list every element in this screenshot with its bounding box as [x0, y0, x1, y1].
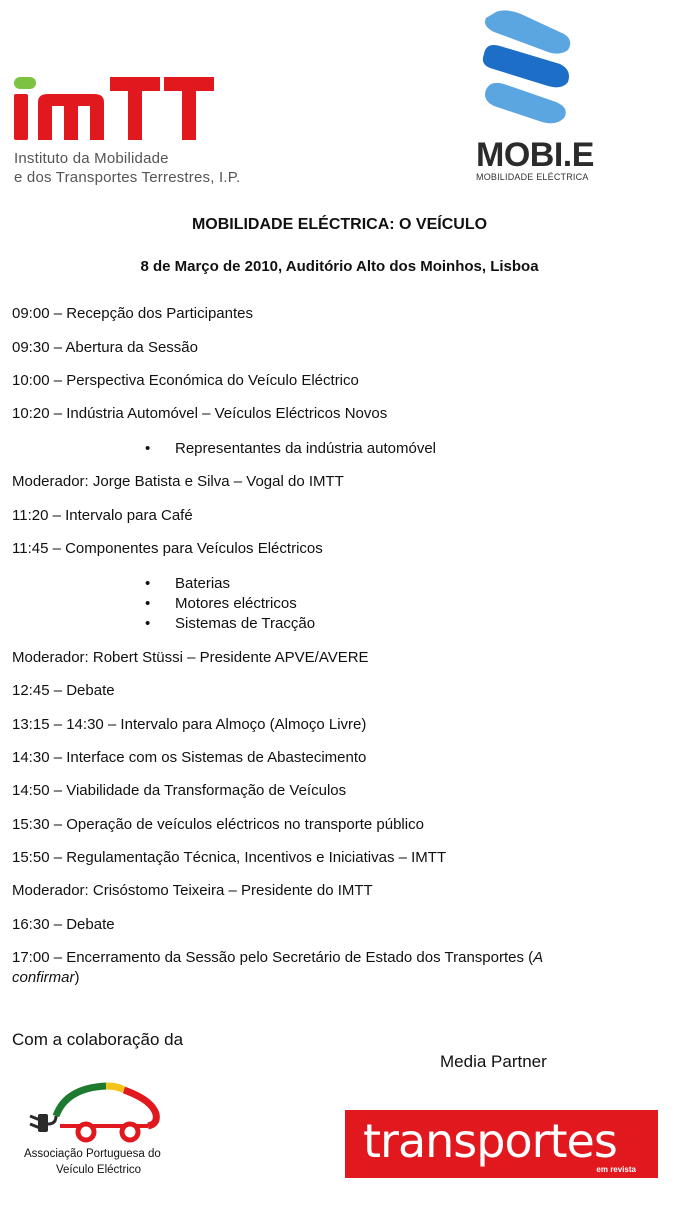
mobie-wordmark: MOBI.E — [476, 136, 594, 174]
transportes-wordmark: transportes — [363, 1114, 617, 1168]
bullet-icon: • — [145, 575, 151, 592]
programme-item: 10:20 – Indústria Automóvel – Veículos Eléctricos Novos — [12, 405, 388, 422]
programme-item: 15:30 – Operação de veículos eléctricos no transporte público — [12, 816, 424, 833]
transportes-subtitle: em revista — [596, 1165, 636, 1174]
programme-item: 09:00 – Recepção dos Participantes — [12, 305, 253, 322]
closing-text: 17:00 – Encerramento da Sessão pelo Secretário de Estado dos Transportes ( — [12, 949, 534, 966]
apve-name-line-1: Associação Portuguesa do — [24, 1148, 161, 1160]
bullet-icon: • — [145, 440, 151, 457]
imtt-logo — [12, 74, 282, 189]
event-title: MOBILIDADE ELÉCTRICA: O VEÍCULO — [191, 216, 488, 233]
bullet-text: Baterias — [175, 575, 231, 592]
programme-item-closing — [12, 949, 543, 966]
programme-item: 16:30 – Debate — [12, 916, 115, 933]
moderator-line: Moderador: Robert Stüssi – Presidente APVE/AVERE — [12, 649, 369, 666]
imtt-subtitle-line-1: Instituto da Mobilidade — [14, 150, 169, 167]
bullet-text: Sistemas de Tracção — [175, 615, 316, 632]
programme-bullet — [145, 575, 230, 592]
apve-logo — [20, 1080, 190, 1180]
media-partner-label: Media Partner — [440, 1052, 547, 1071]
bullet-text: Motores eléctricos — [175, 595, 297, 612]
programme-item: 09:30 – Abertura da Sessão — [12, 339, 198, 356]
programme-item-closing-cont — [12, 969, 80, 986]
programme-item: 10:00 – Perspectiva Económica do Veículo Eléctrico — [12, 372, 359, 389]
apve-emblem-graphic — [26, 1080, 176, 1146]
programme-item: 14:30 – Interface com os Sistemas de Abastecimento — [12, 749, 367, 766]
programme-bullet — [145, 595, 297, 612]
bullet-text: Representantes da indústria automóvel — [175, 440, 436, 457]
mobie-logo — [470, 8, 610, 188]
closing-text-italic: A — [533, 949, 544, 966]
closing-text-italic: confirmar — [12, 969, 75, 986]
programme-bullet — [145, 615, 315, 632]
apve-name-line-2: Veículo Eléctrico — [56, 1164, 142, 1176]
closing-text: ) — [74, 969, 80, 986]
mobie-emblem-graphic — [476, 8, 576, 126]
moderator-line: Moderador: Crisóstomo Teixeira – Presidente do IMTT — [12, 882, 373, 899]
imtt-subtitle-line-2: e dos Transportes Terrestres, I.P. — [14, 169, 241, 186]
programme-item: 14:50 – Viabilidade da Transformação de Veículos — [12, 782, 347, 799]
programme-item: 15:50 – Regulamentação Técnica, Incentivos e Iniciativas – IMTT — [12, 849, 447, 866]
transportes-logo — [345, 1110, 658, 1178]
programme-bullet — [145, 440, 436, 457]
bullet-icon: • — [145, 615, 151, 632]
programme-item: 11:20 – Intervalo para Café — [12, 507, 193, 524]
imtt-wordmark-graphic — [12, 74, 222, 144]
programme-item: 11:45 – Componentes para Veículos Eléctricos — [12, 540, 323, 557]
programme-item: 12:45 – Debate — [12, 682, 115, 699]
event-date-location: 8 de Março de 2010, Auditório Alto dos Moinhos, Lisboa — [140, 258, 539, 275]
bullet-icon: • — [145, 595, 151, 612]
mobie-tagline: MOBILIDADE ELÉCTRICA — [476, 172, 589, 182]
programme-item: 13:15 – 14:30 – Intervalo para Almoço (Almoço Livre) — [12, 716, 367, 733]
collaboration-label: Com a colaboração da — [12, 1030, 184, 1049]
moderator-line: Moderador: Jorge Batista e Silva – Vogal do IMTT — [12, 473, 344, 490]
